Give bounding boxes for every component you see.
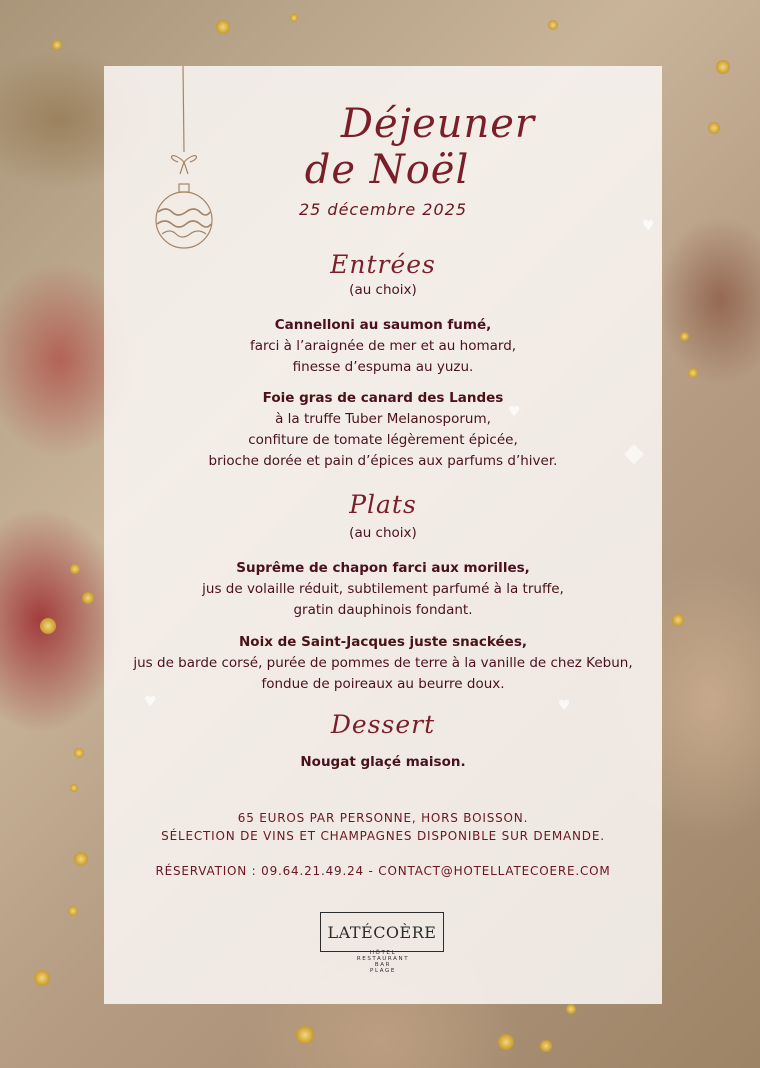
dish-entree-2 (104, 388, 662, 472)
gold-confetti (540, 1040, 552, 1052)
choice-note: (au choix) (349, 525, 417, 541)
hotel-logo: LATÉCOÈRE (320, 912, 444, 952)
section-heading-dessert: Dessert (330, 710, 436, 739)
dish-description: finesse d’espuma au yuzu. (292, 359, 474, 375)
price-note: 65 EUROS PAR PERSONNE, HORS BOISSON. (237, 811, 529, 825)
heart-sparkle-icon: ◆ (624, 438, 644, 468)
dish-plat-1 (104, 558, 662, 621)
gold-confetti (40, 618, 56, 634)
logo-subtitle: HÔTEL (369, 950, 397, 956)
gold-confetti (566, 1004, 576, 1014)
choice-note: (au choix) (349, 282, 417, 298)
section-heading-entrees: Entrées (330, 250, 436, 279)
gold-confetti (34, 970, 50, 986)
gold-confetti (70, 564, 80, 574)
dish-name: Nougat glaçé maison. (300, 754, 466, 770)
dish-name: Noix de Saint-Jacques juste snackées, (239, 634, 527, 650)
dish-description: confiture de tomate légèrement épicée, (248, 432, 518, 448)
gold-confetti (216, 20, 230, 34)
logo-subtitle: RESTAURANT (356, 956, 410, 962)
gold-confetti (74, 852, 88, 866)
dish-description: gratin dauphinois fondant. (293, 602, 473, 618)
gold-confetti (688, 368, 698, 378)
title-line-2: de Noël (304, 147, 470, 193)
dish-name: Foie gras de canard des Landes (262, 390, 504, 406)
menu-card (104, 66, 662, 1004)
dish-description: fondue de poireaux au beurre doux. (261, 676, 505, 692)
gold-confetti (74, 748, 84, 758)
heart-sparkle-icon: ♥ (558, 698, 571, 714)
dish-description: jus de volaille réduit, subtilement parfumé à la truffe, (202, 581, 564, 597)
gold-confetti (296, 1026, 314, 1044)
dish-description: brioche dorée et pain d’épices aux parfums d’hiver. (208, 453, 558, 469)
dish-name: Suprême de chapon farci aux morilles, (236, 560, 530, 576)
dish-description: à la truffe Tuber Melanosporum, (275, 411, 491, 427)
section-heading-plats: Plats (349, 490, 417, 519)
gold-confetti (68, 906, 78, 916)
gold-confetti (672, 614, 684, 626)
reservation-contact: RÉSERVATION : 09.64.21.49.24 - CONTACT@HOTELLATECOERE.COM (155, 864, 611, 878)
dish-plat-2 (94, 632, 672, 695)
wine-note: SÉLECTION DE VINS ET CHAMPAGNES DISPONIBLE SUR DEMANDE. (161, 829, 605, 843)
dish-name: Cannelloni au saumon fumé, (274, 317, 492, 333)
gold-confetti (498, 1034, 514, 1050)
gold-confetti (680, 332, 689, 341)
logo-subtitle: BAR (374, 962, 392, 968)
logo-subtitle: PLAGE (370, 968, 396, 974)
gold-confetti (716, 60, 730, 74)
dish-entree-1 (104, 315, 662, 378)
dish-dessert (104, 752, 662, 773)
heart-sparkle-icon: ♥ (642, 218, 655, 234)
gold-confetti (548, 20, 558, 30)
event-date: 25 décembre 2025 (298, 200, 468, 219)
heart-sparkle-icon: ♥ (144, 694, 157, 710)
gold-confetti (290, 14, 298, 22)
gold-confetti (52, 40, 62, 50)
title-line-1: Déjeuner (340, 101, 536, 147)
gold-confetti (70, 784, 78, 792)
gold-confetti (82, 592, 94, 604)
dish-description: jus de barde corsé, purée de pommes de terre à la vanille de chez Kebun, (133, 655, 633, 671)
heart-sparkle-icon: ♥ (508, 404, 521, 420)
dish-description: farci à l’araignée de mer et au homard, (249, 338, 517, 354)
